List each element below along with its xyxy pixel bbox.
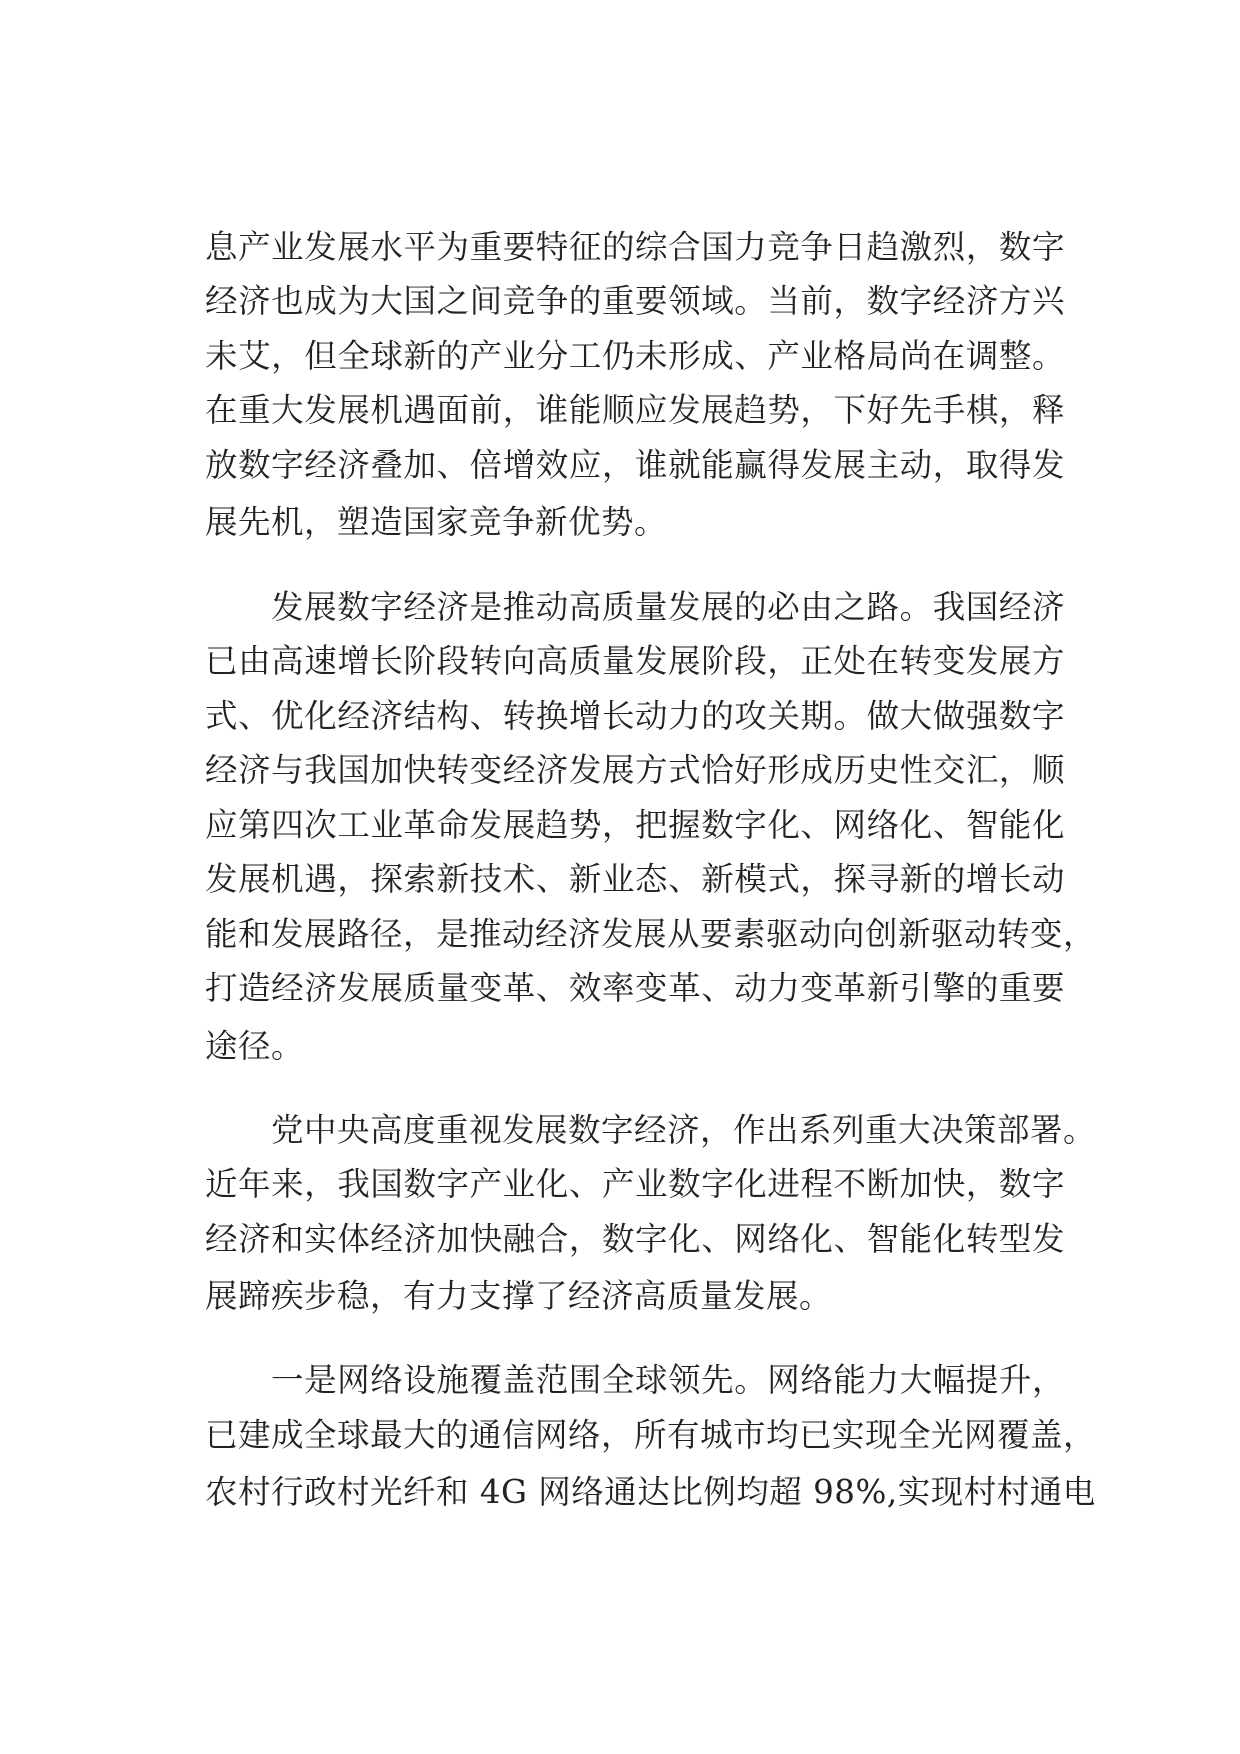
text-line: 近年来，我国数字产业化、产业数字化进程不断加快，数字 <box>205 1165 1065 1203</box>
text-line: 展蹄疾步稳，有力支撑了经济高质量发展。 <box>205 1277 833 1315</box>
text-line: 经济也成为大国之间竞争的重要领域。当前，数字经济方兴 <box>205 282 1065 320</box>
text-line: 经济与我国加快转变经济发展方式恰好形成历史性交汇，顺 <box>205 751 1065 789</box>
text-line: 已由高速增长阶段转向高质量发展阶段，正处在转变发展方 <box>205 642 1065 680</box>
text-line: 息产业发展水平为重要特征的综合国力竞争日趋激烈，数字 <box>205 228 1065 266</box>
text-line: 党中央高度重视发展数字经济，作出系列重大决策部署。 <box>271 1111 1097 1149</box>
text-line: 农村行政村光纤和 4G 网络通达比例均超 98%,实现村村通电 <box>205 1473 1096 1511</box>
text-line: 放数字经济叠加、倍增效应，谁就能赢得发展主动，取得发 <box>205 446 1065 484</box>
text-line: 发展数字经济是推动高质量发展的必由之路。我国经济 <box>271 588 1065 626</box>
text-line: 经济和实体经济加快融合，数字化、网络化、智能化转型发 <box>205 1220 1065 1258</box>
text-line: 能和发展路径，是推动经济发展从要素驱动向创新驱动转变， <box>205 915 1097 953</box>
text-line: 在重大发展机遇面前，谁能顺应发展趋势，下好先手棋，释 <box>205 391 1065 429</box>
text-line: 未艾，但全球新的产业分工仍未形成、产业格局尚在调整。 <box>205 337 1065 375</box>
text-line: 途径。 <box>205 1027 305 1065</box>
text-line: 已建成全球最大的通信网络，所有城市均已实现全光网覆盖， <box>205 1416 1097 1454</box>
text-line: 打造经济发展质量变革、效率变革、动力变革新引擎的重要 <box>205 969 1065 1007</box>
text-line: 展先机，塑造国家竞争新优势。 <box>205 503 668 541</box>
text-line: 应第四次工业革命发展趋势，把握数字化、网络化、智能化 <box>205 806 1065 844</box>
text-line: 式、优化经济结构、转换增长动力的攻关期。做大做强数字 <box>205 697 1065 735</box>
text-line: 一是网络设施覆盖范围全球领先。网络能力大幅提升， <box>271 1361 1065 1399</box>
text-line: 发展机遇，探索新技术、新业态、新模式，探寻新的增长动 <box>205 860 1065 898</box>
